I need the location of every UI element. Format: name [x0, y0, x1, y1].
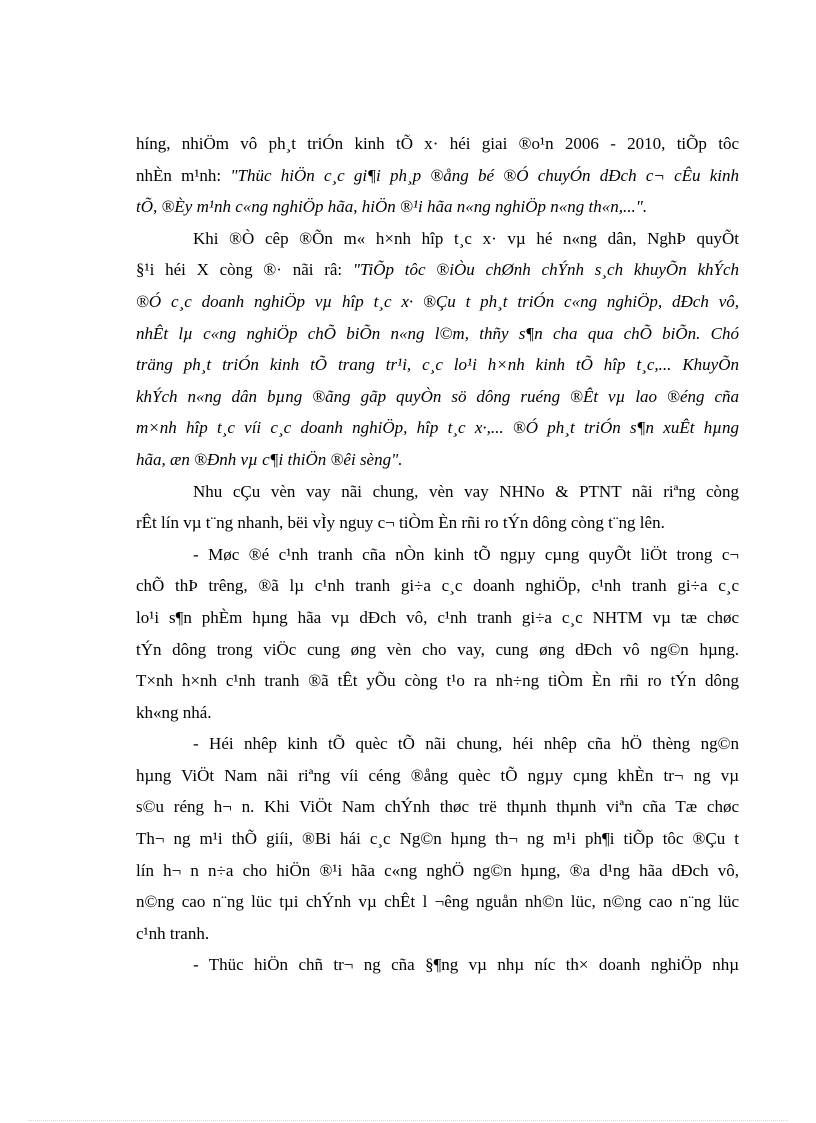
body-text-run: Nhu cÇu vèn vay nãi chung, vèn vay NHNo & PTNT nãi riªng còng: [193, 481, 739, 501]
body-text-run: rÊt lín vµ t¨ng nhanh, bëi vÌy nguy c¬ tiÒm Èn rñi ro tÝn dông còng t¨ng lên.: [136, 513, 665, 533]
text-line: [136, 160, 739, 192]
text-line: [136, 949, 739, 981]
body-text-run: tÝn dông trong viÖc cung øng vèn cho vay, cung øng dÐch vô ng©n hµng.: [136, 639, 739, 659]
paragraph: [136, 223, 739, 476]
body-text-run: §¹i héi X còng ®· nãi râ:: [136, 260, 353, 280]
text-line: [136, 760, 739, 792]
body-text-run: híng, nhiÖm vô ph¸t triÓn kinh tÕ x· héi giai ®o¹n 2006 - 2010, tiÕp tôc: [136, 134, 739, 153]
text-line: [136, 128, 739, 160]
text-line: [136, 886, 739, 918]
body-text: [136, 128, 739, 981]
text-line: [136, 349, 739, 381]
text-line: [136, 602, 739, 634]
text-line: [136, 634, 739, 666]
page-bottom-rule: [28, 1120, 788, 1121]
text-line: [136, 476, 739, 508]
quoted-text: tÕ, ®Èy m¹nh c«ng nghiÖp hãa, hiÖn ®¹i hãa n«ng nghiÖp n«ng th«n,...".: [136, 197, 648, 217]
text-line: [136, 191, 739, 223]
body-text-run: - Møc ®é c¹nh tranh cña nÒn kinh tÕ ngµy cµng quyÕt liÖt trong c¬: [193, 544, 739, 564]
paragraph: [136, 728, 739, 949]
body-text-run: hµng ViÖt Nam nãi riªng víi céng ®ång quèc tÕ ngµy cµng khÈn tr¬ ng vµ: [136, 765, 739, 785]
paragraph: [136, 476, 739, 539]
text-line: [136, 223, 739, 255]
text-line: [136, 539, 739, 571]
body-text-run: nhÈn m¹nh:: [136, 165, 231, 185]
text-line: [136, 381, 739, 413]
text-line: [136, 254, 739, 286]
paragraph: [136, 539, 739, 729]
body-text-run: T×nh h×nh c¹nh tranh ®ã tÊt yÕu còng t¹o ra nh÷ng tiÒm Èn rñi ro tÝn dông: [136, 671, 739, 691]
body-text-run: Khi ®Ò cêp ®Õn m« h×nh hîp t¸c x· vµ hé n«ng dân, NghÞ quyÕt: [193, 228, 739, 248]
body-text-run: Th¬ ng m¹i thÕ giíi, ®Bi hái c¸c Ng©n hµng th¬ ng m¹i ph¶i tiÕp tôc ®Çu t: [136, 829, 739, 849]
text-line: [136, 697, 739, 729]
body-text-run: - Héi nhêp kinh tÕ quèc tÕ nãi chung, héi nhêp cña hÖ thèng ng©n: [193, 734, 739, 754]
quoted-text: hãa, æn ®Ðnh vµ c¶i thiÖn ®êi sèng".: [136, 449, 403, 469]
text-line: [136, 918, 739, 950]
quoted-text: nhÊt lµ c«ng nghiÖp chÕ biÕn n«ng l©m, thñy s¶n cha qua chÕ biÕn. Chó: [136, 323, 739, 343]
quoted-text: khÝch n«ng dân bµng ®ãng gãp quyÒn sö dông ruéng ®Êt vµ lao ®éng cña: [136, 386, 739, 406]
text-line: [136, 412, 739, 444]
text-line: [136, 665, 739, 697]
quoted-text: "TiÕp tôc ®iÒu chØnh chÝnh s¸ch khuyÕn khÝch: [352, 260, 739, 280]
quoted-text: m×nh hîp t¸c víi c¸c doanh nghiÖp, hîp t¸c x·,... ®Ó ph¸t triÓn s¶n xuÊt hµng: [136, 418, 739, 438]
text-line: [136, 444, 739, 476]
text-line: [136, 791, 739, 823]
text-line: [136, 728, 739, 760]
paragraph: [136, 128, 739, 223]
body-text-run: s©u réng h¬ n. Khi ViÖt Nam chÝnh thøc trë thµnh thµnh viªn cña Tæ chøc: [136, 797, 739, 817]
body-text-run: n©ng cao n¨ng lüc tµi chÝnh vµ chÊt l ¬êng nguån nh©n lüc, n©ng cao n¨ng lüc: [136, 892, 739, 912]
body-text-run: lín h¬ n n÷a cho hiÖn ®¹i hãa c«ng nghÖ ng©n hµng, ®a d¹ng hãa dÐch vô,: [136, 860, 739, 880]
quoted-text: träng ph¸t triÓn kinh tÕ trang tr¹i, c¸c lo¹i h×nh kinh tÕ hîp t¸c,... KhuyÕn: [136, 355, 739, 375]
paragraph: [136, 949, 739, 981]
body-text-run: - Thüc hiÖn chñ tr¬ ng cña §¶ng vµ nhµ níc th× doanh nghiÖp nhµ: [193, 955, 739, 975]
body-text-run: c¹nh tranh.: [136, 923, 210, 943]
text-line: [136, 823, 739, 855]
quoted-text: "Thüc hiÖn c¸c gi¶i ph¸p ®ång bé ®Ó chuyÓn dÐch c¬ cÊu kinh: [230, 165, 739, 185]
body-text-run: chÕ thÞ trêng, ®ã lµ c¹nh tranh gi÷a c¸c doanh nghiÖp, c¹nh tranh gi÷a c¸c: [136, 576, 739, 596]
body-text-run: lo¹i s¶n phÈm hµng hãa vµ dÐch vô, c¹nh tranh gi÷a c¸c NHTM vµ tæ chøc: [136, 607, 739, 627]
quoted-text: ®Ó c¸c doanh nghiÖp vµ hîp t¸c x· ®Çu t ph¸t triÓn c«ng nghiÖp, dÐch vô,: [136, 291, 739, 311]
text-line: [136, 507, 739, 539]
body-text-run: kh«ng nhá.: [136, 702, 212, 722]
text-line: [136, 286, 739, 318]
text-line: [136, 318, 739, 350]
text-line: [136, 570, 739, 602]
text-line: [136, 855, 739, 887]
